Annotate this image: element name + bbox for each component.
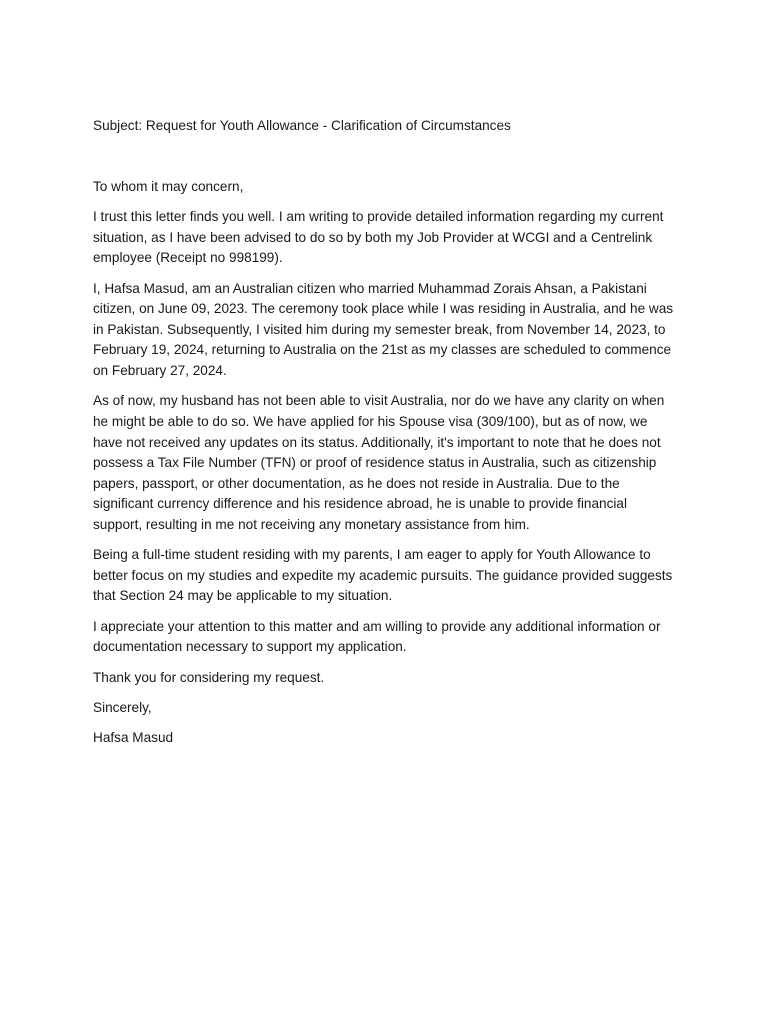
paragraph-intro: I trust this letter finds you well. I am writing to provide detailed information regarding my current situation, as I have been advised to do so by both my Job Provider at WCGI and a Centrelink employee (Receipt no 998199). (93, 209, 664, 266)
letter-salutation: To whom it may concern, (93, 178, 244, 194)
letter-signature: Hafsa Masud (93, 730, 174, 746)
letter-closing: Sincerely, (93, 699, 152, 715)
paragraph-husband-status: As of now, my husband has not been able to visit Australia, nor do we have any clarity on when he might be able to do so. We have applied for his Spouse visa (309/100), but as of now, we have not received any updates on its status. Additionally, it's important to note that he does not possess a Tax File Number (TFN) or proof of residence status in Australia, such as citizenship papers, passport, or other documentation, as he does not reside in Australia. Due to the significant currency difference and his residence abroad, he is unable to provide financial support, resulting in me not receiving any monetary assistance from him. (93, 393, 665, 532)
paragraph-background: I, Hafsa Masud, am an Australian citizen who married Muhammad Zorais Ahsan, a Pakistani citizen, on June 09, 2023. The ceremony took place while I was residing in Australia, and he was in Pakistan. Subsequently, I visited him during my semester break, from November 14, 2023, to February 19, 2024, returning to Australia on the 21st as my classes are scheduled to commence on February 27, 2024. (93, 280, 674, 379)
paragraph-appreciation: I appreciate your attention to this matter and am willing to provide any additional information or documentation necessary to support my application. (93, 618, 661, 655)
letter-thanks: Thank you for considering my request. (93, 669, 325, 685)
paragraph-request: Being a full-time student residing with my parents, I am eager to apply for Youth Allowance to better focus on my studies and expedite my academic pursuits. The guidance provided suggests that Section 24 may be applicable to my situation. (93, 547, 673, 604)
letter-subject: Subject: Request for Youth Allowance - Clarification of Circumstances (93, 118, 511, 133)
letter-body (93, 116, 679, 749)
